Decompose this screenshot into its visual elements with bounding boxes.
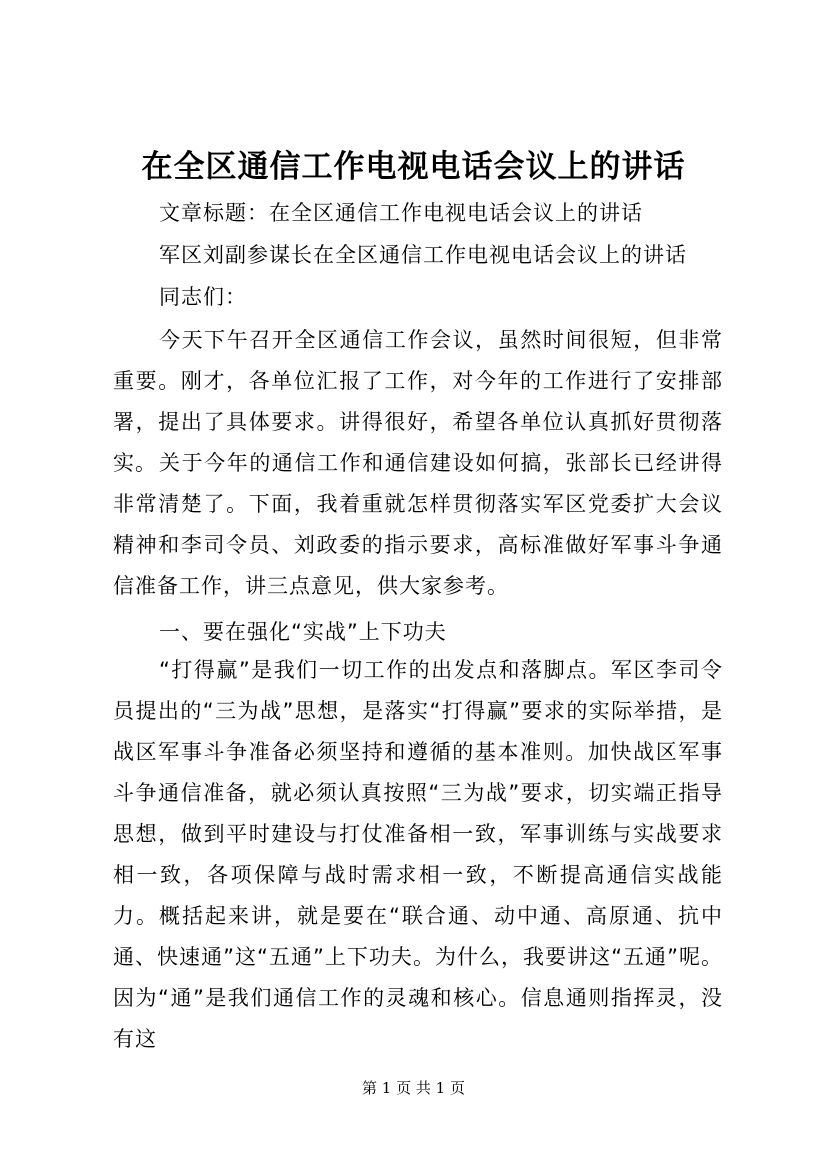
paragraph-section-1: “打得赢”是我们一切工作的出发点和落脚点。军区李司令员提出的“三为战”思想，是落实“打得赢”要求的实际举措，是战区军事斗争准备必须坚持和遵循的基本准则。加快战区军事斗争通信准备，就必须认真按照“三为战”要求，切实端正指导思想，做到平时建设与打仗准备相一致，军事训练与实战要求相一致，各项保障与战时需求相一致，不断提高通信实战能力。概括起来讲，就是要在“联合通、动中通、高原通、抗中通、快速通”这“五通”上下功夫。为什么，我要讲这“五通”呢。因为“通”是我们通信工作的灵魂和核心。信息通则指挥灵，没有这 [113, 658, 723, 1051]
article-title-line: 文章标题：在全区通信工作电视电话会议上的讲话 [159, 201, 643, 225]
section-heading-1: 一、要在强化“实战”上下功夫 [159, 620, 447, 644]
page-footer: 第 1 页 共 1 页 [362, 1079, 465, 1097]
document-title: 在全区通信工作电视电话会议上的讲话 [141, 149, 686, 185]
paragraph-introduction: 关于今年的通信工作和通信建设如何搞，张部长已经讲得非常清楚了。下面，我着重就怎样贯彻落实军区党委扩大会议精神和李司令员、刘政委的指示要求，高标准做好军事斗争通信准备工作，讲三点意见，供大家参考。 [113, 451, 723, 598]
paragraph-opening: 今天下午召开全区通信工作会议，虽然时间很短，但非常重要。刚才，各单位汇报了工作，对今年的工作进行了安排部署，提出了具体要求。讲得很好，希望各单位认真抓好贯彻落实。 [113, 328, 723, 475]
salutation: 同志们： [159, 285, 247, 309]
speaker-subtitle-line: 军区刘副参谋长在全区通信工作电视电话会议上的讲话 [159, 243, 687, 267]
